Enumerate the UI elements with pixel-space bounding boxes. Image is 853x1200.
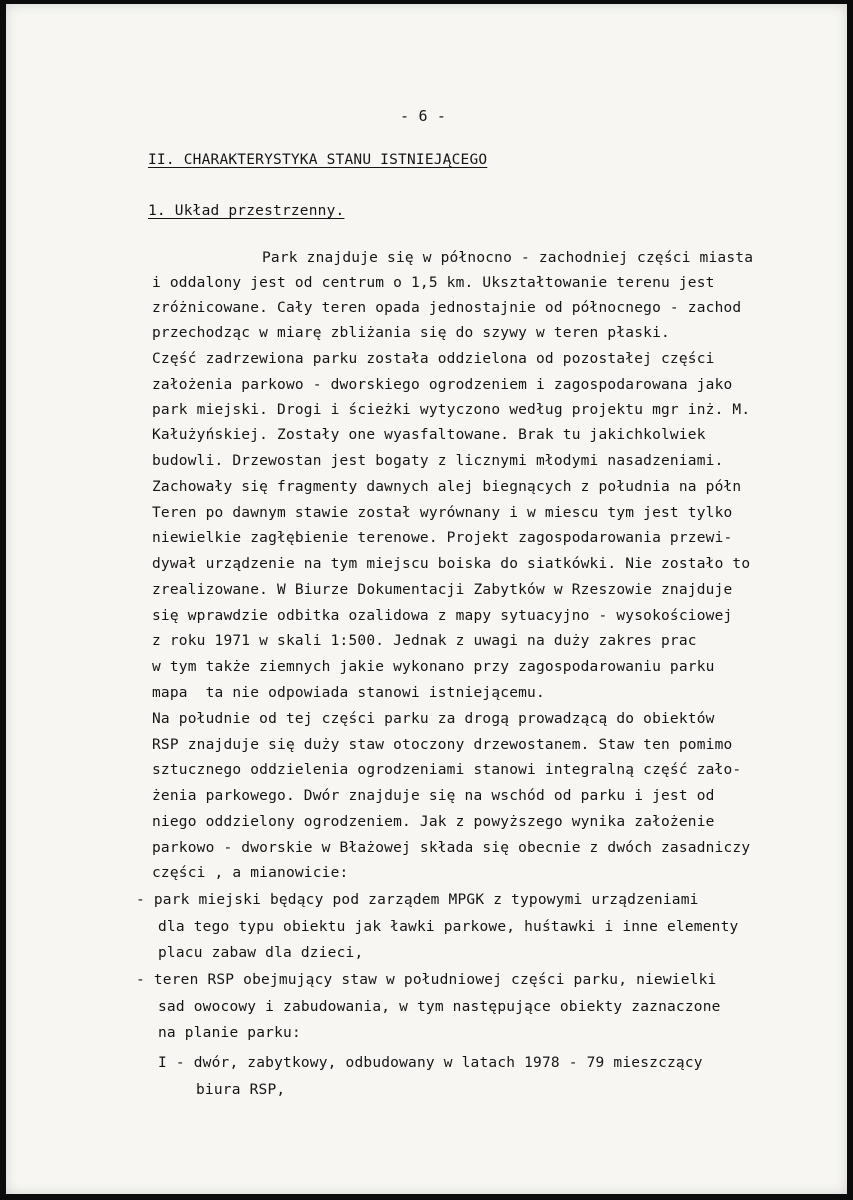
list-item-continuation: placu zabaw dla dzieci, (158, 945, 364, 961)
body-line: sztucznego oddzielenia ogrodzeniami stanowi integralną część zało- (152, 762, 742, 778)
body-line: w tym także ziemnych jakie wykonano przy zagospodarowaniu parku (152, 659, 715, 675)
object-entry: I - dwór, zabytkowy, odbudowany w latach 1978 - 79 mieszczący (158, 1055, 703, 1071)
body-line: Część zadrzewiona parku została oddzielona od pozostałej części (152, 351, 715, 367)
body-line: Na południe od tej części parku za drogą prowadzącą do obiektów (152, 711, 715, 727)
body-line: założenia parkowo - dworskiego ogrodzeniem i zagospodarowana jako (152, 377, 733, 393)
body-line: części , a mianowicie: (152, 865, 349, 881)
body-line: przechodząc w miarę zbliżania się do szywy w teren płaski. (152, 325, 670, 341)
body-line: Kałużyńskiej. Zostały one wyasfaltowane. Brak tu jakichkolwiek (152, 427, 706, 443)
body-line: z roku 1971 w skali 1:500. Jednak z uwagi na duży zakres prac (152, 633, 697, 649)
body-line: Teren po dawnym stawie został wyrównany i w miescu tym jest tylko (152, 505, 733, 521)
list-item: - park miejski będący pod zarządem MPGK z typowymi urządzeniami (136, 892, 699, 908)
body-line: i oddalony jest od centrum o 1,5 km. Ukształtowanie terenu jest (152, 275, 715, 291)
body-line: park miejski. Drogi i ścieżki wytyczono według projektu mgr inż. M. (152, 402, 751, 418)
list-item-continuation: dla tego typu obiektu jak ławki parkowe, huśtawki i inne elementy (158, 919, 739, 935)
section-heading: II. CHARAKTERYSTYKA STANU ISTNIEJĄCEGO (148, 152, 488, 168)
body-line: RSP znajduje się duży staw otoczony drzewostanem. Staw ten pomimo (152, 737, 733, 753)
body-line: parkowo - dworskie w Błażowej składa się obecnie z dwóch zasadniczy (152, 840, 751, 856)
body-line: Park znajduje się w północno - zachodniej części miasta (262, 250, 754, 266)
document-page (6, 4, 847, 1194)
body-line: niewielkie zagłębienie terenowe. Projekt zagospodarowania przewi- (152, 530, 733, 546)
body-line: niego oddzielony ogrodzeniem. Jak z powyższego wynika założenie (152, 814, 715, 830)
list-item: - teren RSP obejmujący staw w południowej części parku, niewielki (136, 972, 717, 988)
body-line: się wprawdzie odbitka ozalidowa z mapy sytuacyjno - wysokościowej (152, 608, 733, 624)
body-line: budowli. Drzewostan jest bogaty z licznymi młodymi nasadzeniami. (152, 453, 724, 469)
list-item-continuation: sad owocowy i zabudowania, w tym następujące obiekty zaznaczone (158, 999, 721, 1015)
page-number: - 6 - (400, 107, 447, 125)
body-line: zrealizowane. W Biurze Dokumentacji Zabytków w Rzeszowie znajduje (152, 582, 733, 598)
list-item-continuation: na planie parku: (158, 1025, 301, 1041)
body-line: żenia parkowego. Dwór znajduje się na wschód od parku i jest od (152, 788, 715, 804)
body-line: dywał urządzenie na tym miejscu boiska do siatkówki. Nie zostało to (152, 556, 751, 572)
body-line: mapa ta nie odpowiada stanowi istniejącemu. (152, 685, 545, 701)
body-line: zróżnicowane. Cały teren opada jednostajnie od północnego - zachod (152, 300, 742, 316)
body-line: Zachowały się fragmenty dawnych alej biegnących z południa na półn (152, 479, 742, 495)
object-entry-continuation: biura RSP, (196, 1082, 286, 1098)
subsection-heading: 1. Układ przestrzenny. (148, 203, 345, 219)
